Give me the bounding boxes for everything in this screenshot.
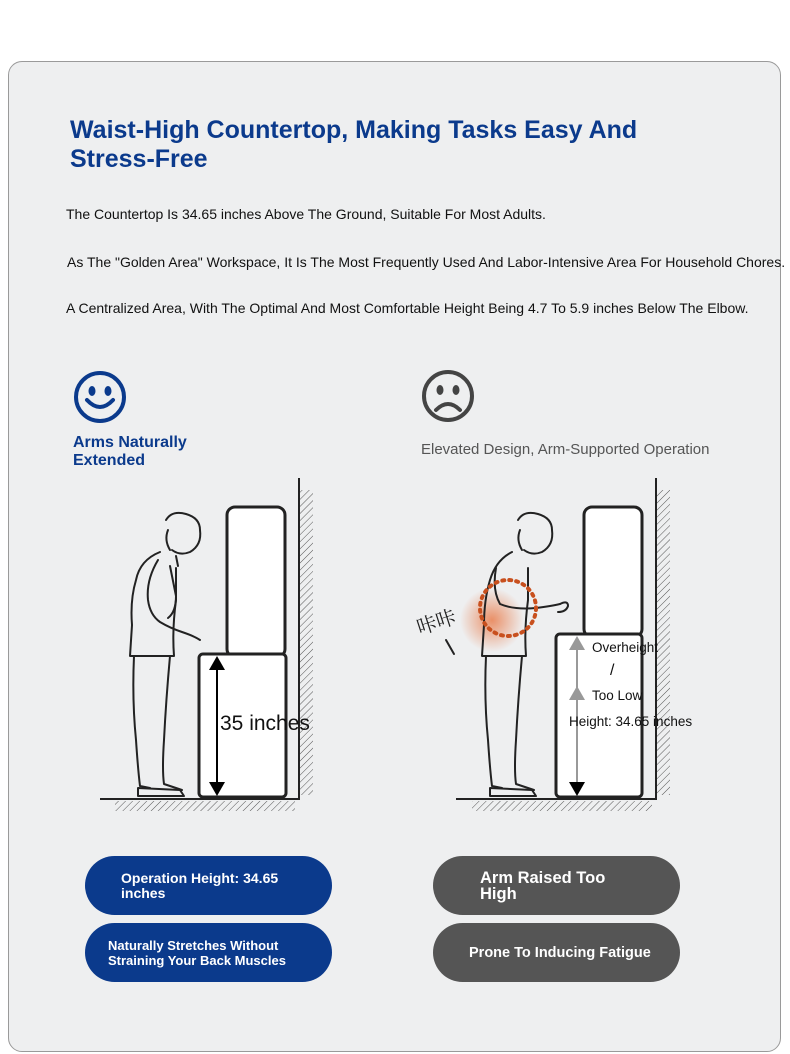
sad-face-icon [421,369,475,423]
bad-caption: Elevated Design, Arm-Supported Operation [421,441,710,458]
fatigue-badge [433,923,680,982]
bad-height-label: Height: 34.65 inches [569,714,693,729]
good-posture-illustration [95,475,325,815]
arm-raised-text: Arm Raised Too High [480,868,606,903]
too-low-label: Too Low [592,688,643,703]
operation-height-text: Operation Height: 34.65 inches [121,869,279,901]
intro-paragraph-2: As The "Golden Area" Workspace, It Is The Most Frequently Used And Labor-Intensive Area For Household Chores. [67,254,786,270]
intro-paragraph-3: A Centralized Area, With The Optimal And Most Comfortable Height Being 4.7 To 5.9 inches Below The Elbow. [66,300,749,316]
slash-label: / [610,662,615,679]
operation-height-badge [85,856,332,915]
arm-raised-badge [433,856,680,915]
page-title: Waist-High Countertop, Making Tasks Easy And Stress-Free [70,116,638,173]
bad-posture-illustration [410,475,710,815]
pain-exclamation: 咔咔 [413,604,460,640]
natural-stretch-text: Naturally Stretches Without Straining Your Back Muscles [108,937,286,968]
good-height-label: 35 inches [220,712,310,735]
natural-stretch-badge [85,923,332,982]
intro-paragraph-1: The Countertop Is 34.65 inches Above The Ground, Suitable For Most Adults. [66,206,546,222]
overheight-label: Overheight [592,640,659,655]
good-caption: Arms Naturally Extended [73,434,187,469]
smiley-face-icon [73,370,127,424]
fatigue-text: Prone To Inducing Fatigue [469,944,651,961]
